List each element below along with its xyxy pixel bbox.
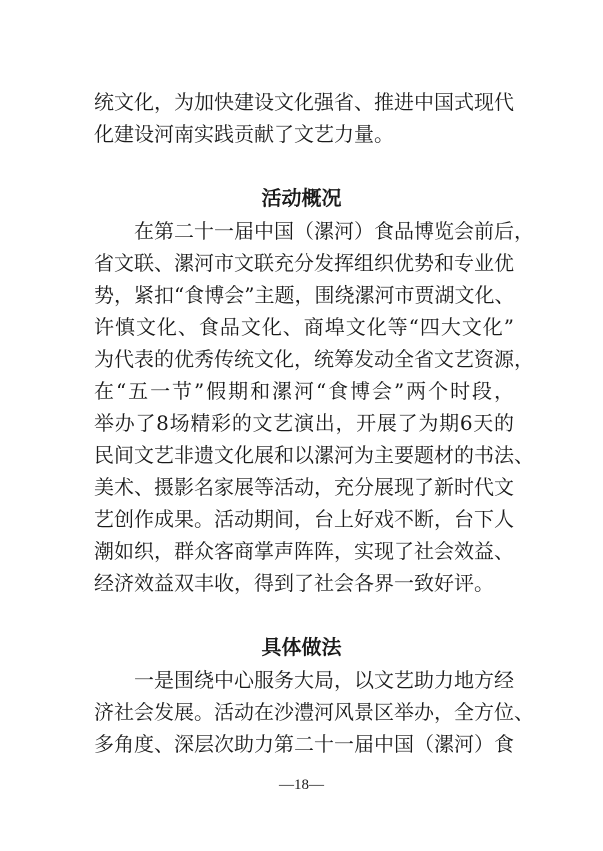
- text-line: 统文化，为加快建设文化强省、推进中国式现代: [94, 90, 514, 114]
- text-line: 在“五一节”假期和漯河“食博会”两个时段，: [94, 379, 514, 403]
- text-line: 许慎文化、食品文化、商埠文化等“四大文化”: [94, 315, 514, 339]
- text-line: 势，紧扣“食博会”主题，围绕漯河市贾湖文化、: [94, 283, 515, 307]
- text-line: 美术、摄影名家展等活动，充分展现了新时代文: [94, 475, 514, 499]
- text-line: 经济效益双丰收，得到了社会各界一致好评。: [94, 571, 494, 595]
- section-heading: 具体做法: [261, 635, 342, 659]
- text-line: 潮如织，群众客商掌声阵阵，实现了社会效益、: [94, 539, 514, 563]
- text-line: 多角度、深层次助力第二十一届中国（漯河）食: [94, 732, 514, 756]
- text-line: 艺创作成果。活动期间，台上好戏不断，台下人: [94, 507, 514, 531]
- section-heading: 活动概况: [261, 186, 342, 210]
- text-line: 一是围绕中心服务大局，以文艺助力地方经: [94, 668, 514, 692]
- text-line: 化建设河南实践贡献了文艺力量。: [94, 122, 394, 146]
- text-line: 在第二十一届中国（漯河）食品博览会前后，: [94, 219, 534, 243]
- text-line: 为代表的优秀传统文化，统筹发动全省文艺资源，: [94, 347, 534, 371]
- page-number: —18—: [279, 777, 324, 793]
- text-line: 济社会发展。活动在沙澧河风景区举办，全方位、: [94, 700, 534, 724]
- text-line: 民间文艺非遗文化展和以漯河为主要题材的书法、: [94, 443, 534, 467]
- text-line: 省文联、漯河市文联充分发挥组织优势和专业优: [94, 251, 514, 275]
- text-line: 举办了8场精彩的文艺演出，开展了为期6天的: [94, 411, 514, 435]
